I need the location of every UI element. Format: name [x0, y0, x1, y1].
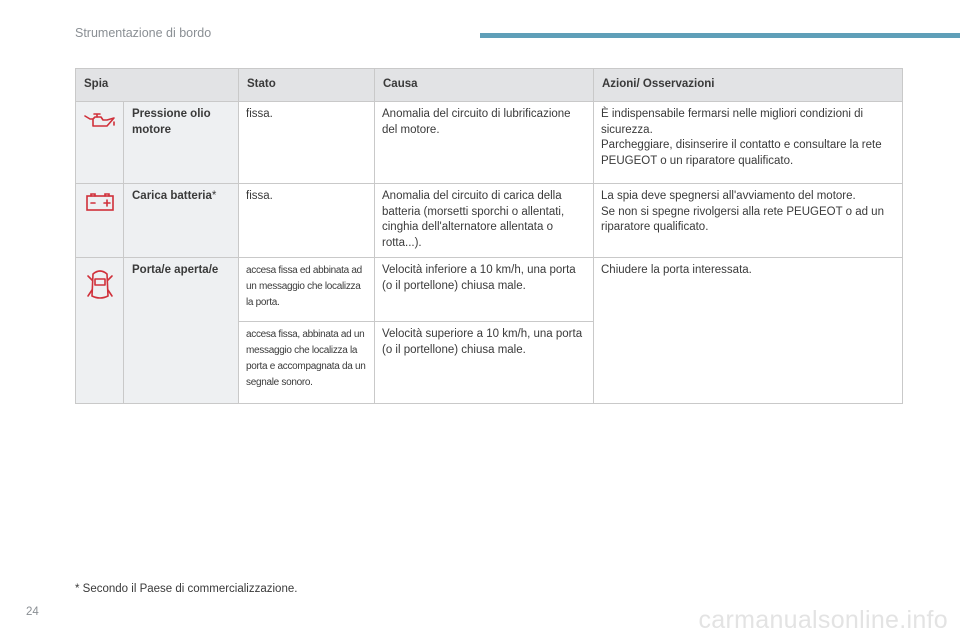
- causa-value: Velocità superiore a 10 km/h, una porta (o il portellone) chiusa male.: [375, 322, 594, 404]
- footnote-marker: *: [211, 190, 217, 202]
- page-number: 24: [26, 606, 39, 618]
- header-causa: Causa: [375, 69, 594, 102]
- oil-can-icon: [83, 110, 117, 130]
- azioni-line: La spia deve spegnersi all'avviamento del motore.: [601, 190, 856, 202]
- azioni-line: È indispensabile fermarsi nelle migliori condizioni di sicurezza.: [601, 108, 864, 136]
- header-stato: Stato: [239, 69, 375, 102]
- stato-value: fissa.: [239, 102, 375, 184]
- stato-value: accesa fissa ed abbinata ad un messaggio che localizza la porta.: [239, 258, 375, 322]
- table-row: [76, 258, 903, 322]
- azioni-line: Se non si spegne rivolgersi alla rete PEUGEOT o ad un riparatore qualificato.: [601, 205, 884, 233]
- stato-value: fissa.: [239, 184, 375, 258]
- azioni-line: Chiudere la porta interessata.: [601, 264, 752, 276]
- warning-name-text: Carica batteria: [132, 190, 212, 202]
- watermark: carmanualsonline.info: [698, 606, 948, 634]
- warning-lights-table: [75, 68, 903, 404]
- header-spia: Spia: [76, 69, 239, 102]
- table-row: [76, 184, 903, 258]
- warning-name: [124, 184, 239, 258]
- icon-cell: [76, 184, 124, 258]
- icon-cell: [76, 258, 124, 404]
- stato-value: accesa fissa, abbinata ad un messaggio che localizza la porta e accompagnata da un segnale sonoro.: [239, 322, 375, 404]
- causa-value: Anomalia del circuito di carica della batteria (morsetti sporchi o allentati, cinghia dell'alternatore allentata o rotta...).: [375, 184, 594, 258]
- causa-value: Anomalia del circuito di lubrificazione del motore.: [375, 102, 594, 184]
- azioni-line: Parcheggiare, disinserire il contatto e consultare la rete PEUGEOT o un riparatore qualificato.: [601, 139, 882, 167]
- battery-icon: [85, 192, 115, 212]
- icon-cell: [76, 102, 124, 184]
- door-open-icon: [86, 266, 114, 306]
- azioni-cell: [594, 258, 903, 404]
- azioni-cell: [594, 184, 903, 258]
- warning-name: Pressione olio motore: [124, 102, 239, 184]
- header-azioni: Azioni/ Osservazioni: [594, 69, 903, 102]
- page-section-title: Strumentazione di bordo: [75, 26, 212, 40]
- footnote: * Secondo il Paese di commercializzazione.: [75, 583, 298, 595]
- table-row: [76, 102, 903, 184]
- header-accent-bar: [480, 33, 960, 38]
- warning-name: Porta/e aperta/e: [124, 258, 239, 404]
- causa-value: Velocità inferiore a 10 km/h, una porta (o il portellone) chiusa male.: [375, 258, 594, 322]
- table-header-row: [76, 69, 903, 102]
- azioni-cell: [594, 102, 903, 184]
